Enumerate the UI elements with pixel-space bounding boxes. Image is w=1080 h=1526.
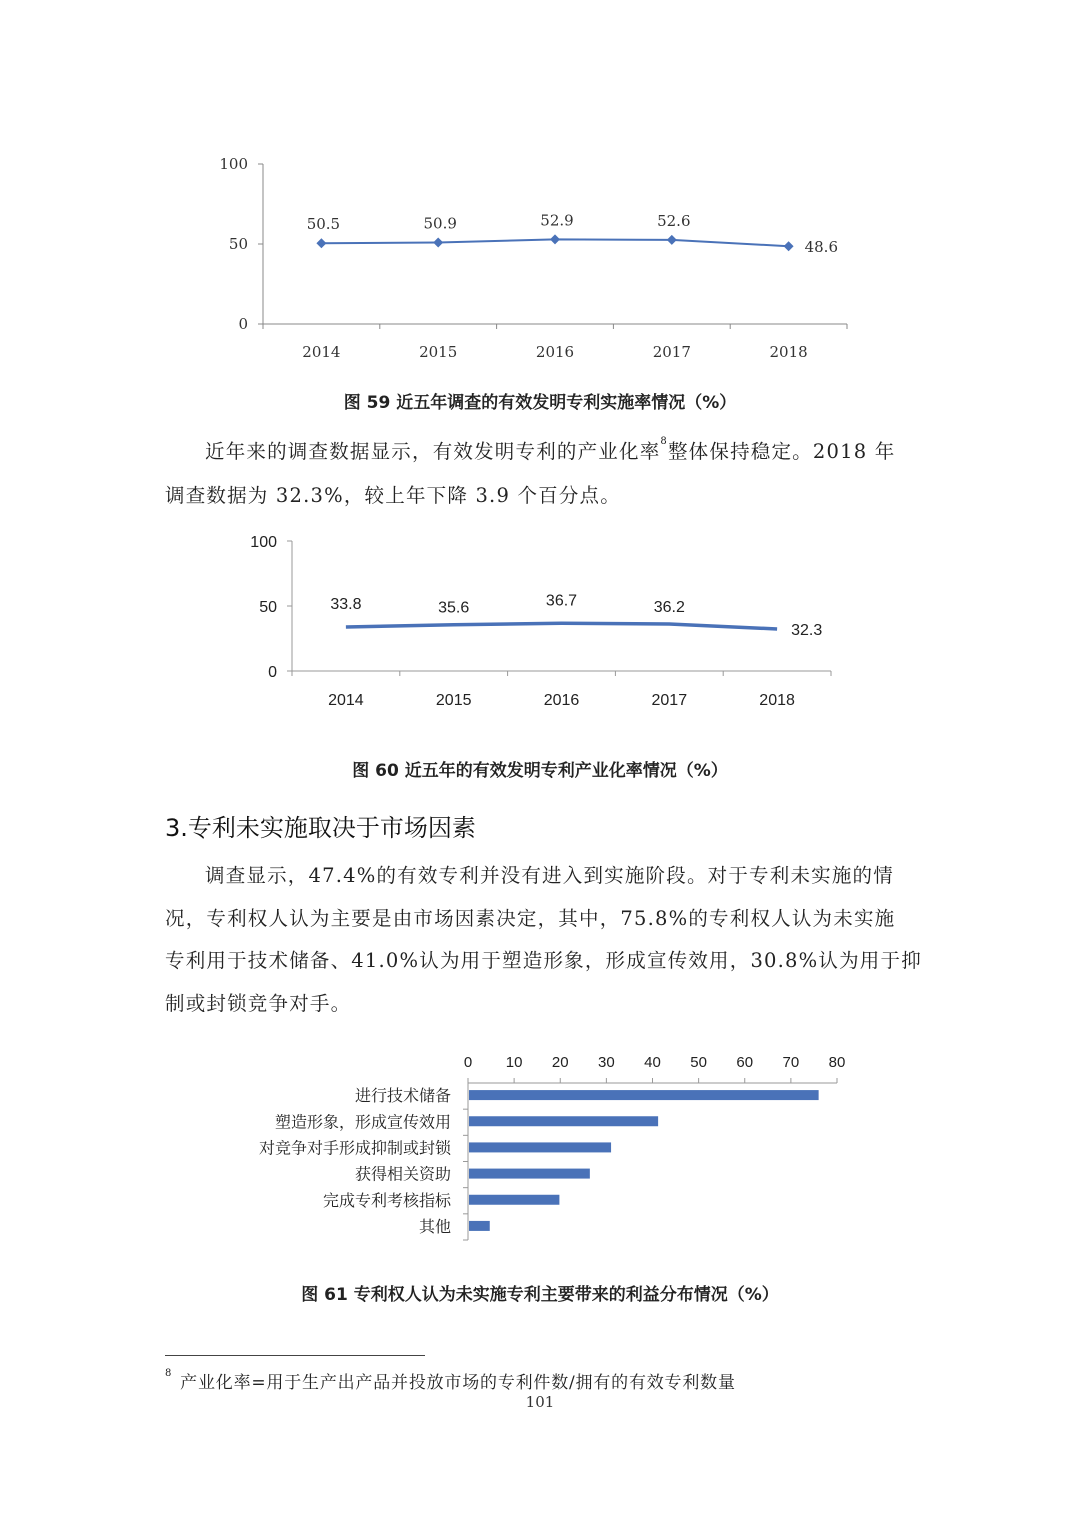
- x-tick-label: 10: [505, 1054, 523, 1071]
- data-point: [784, 241, 794, 251]
- y-tick-label: 0: [268, 664, 277, 681]
- chart-fig59: [0, 140, 1080, 370]
- x-tick-label: 2015: [419, 343, 458, 361]
- paragraph-2-line-4: 制或封锁竞争对手。: [165, 992, 352, 1015]
- bar: [469, 1142, 611, 1152]
- paragraph-2-line-3: 专利用于技术储备、41.0%认为用于塑造形象，形成宣传效用，30.8%认为用于抑: [165, 949, 922, 972]
- data-label: 33.8: [330, 596, 362, 614]
- caption-fig60: 图 60 近五年的有效发明专利产业化率情况（%）: [352, 761, 728, 781]
- chart-fig61: [0, 1040, 1080, 1250]
- bar: [469, 1221, 490, 1231]
- bar: [469, 1090, 819, 1100]
- bar: [469, 1169, 590, 1179]
- category-label: 对竞争对手形成抑制或封锁: [258, 1138, 451, 1158]
- y-tick-label: 50: [228, 235, 248, 253]
- paragraph-2-line-2: 况，专利权人认为主要是由市场因素决定，其中，75.8%的专利权人认为未实施: [165, 907, 896, 930]
- x-tick-label: 2014: [302, 343, 341, 361]
- data-point: [433, 238, 443, 248]
- data-label: 50.9: [423, 214, 457, 233]
- footnote-ref: 8: [660, 436, 668, 447]
- x-tick-label: 2018: [769, 343, 808, 361]
- data-point: [550, 234, 560, 244]
- y-tick-label: 100: [219, 155, 248, 173]
- y-tick-label: 0: [238, 315, 248, 333]
- x-tick-label: 30: [598, 1054, 615, 1071]
- bar: [469, 1116, 658, 1126]
- x-tick-label: 40: [644, 1054, 661, 1071]
- caption-fig61: 图 61 专利权人认为未实施专利主要带来的利益分布情况（%）: [301, 1285, 779, 1305]
- x-tick-label: 20: [551, 1054, 569, 1071]
- data-label: 52.6: [657, 211, 691, 230]
- category-label: 塑造形象，形成宣传效用: [274, 1112, 451, 1132]
- data-label: 48.6: [804, 238, 839, 257]
- x-tick-label: 50: [690, 1054, 707, 1071]
- footnote-marker: 8: [165, 1368, 173, 1379]
- footnote-rule: [165, 1355, 425, 1356]
- x-tick-label: 2018: [759, 692, 795, 709]
- data-label: 35.6: [438, 599, 470, 617]
- x-tick-label: 2016: [535, 343, 575, 361]
- x-tick-label: 2015: [435, 692, 472, 709]
- data-label: 32.3: [791, 622, 823, 640]
- x-tick-label: 2017: [651, 692, 688, 709]
- category-label: 完成专利考核指标: [322, 1190, 451, 1210]
- x-tick-label: 2016: [543, 692, 580, 709]
- para1-text-b: 整体保持稳定。2018 年: [667, 440, 896, 463]
- para1-text-a: 近年来的调查数据显示，有效发明专利的产业化率: [205, 440, 661, 463]
- data-label: 36.7: [545, 592, 578, 610]
- section-heading: 3.专利未实施取决于市场因素: [165, 814, 476, 842]
- data-label: 50.5: [306, 215, 341, 234]
- caption-fig59: 图 59 近五年调查的有效发明专利实施率情况（%）: [343, 393, 737, 413]
- data-label: 36.2: [653, 598, 685, 616]
- paragraph-2-line-1: 调查显示，47.4%的有效专利并没有进入到实施阶段。对于专利未实施的情: [205, 864, 894, 887]
- page-number: 101: [525, 1393, 555, 1411]
- x-tick-label: 2014: [328, 692, 364, 709]
- data-point: [667, 235, 677, 245]
- paragraph-1-line-2: 调查数据为 32.3%，较上年下降 3.9 个百分点。: [165, 484, 621, 507]
- category-label: 进行技术储备: [354, 1086, 451, 1106]
- paragraph-1-line-1: [165, 436, 920, 464]
- data-label: 52.9: [540, 211, 574, 230]
- category-label: 其他: [418, 1216, 451, 1236]
- bar: [469, 1195, 559, 1205]
- footnote-text: 产业化率=用于生产出产品并投放市场的专利件数/拥有的有效专利数量: [180, 1373, 736, 1393]
- chart-fig60: [0, 520, 1080, 720]
- footnote: [165, 1368, 736, 1393]
- category-label: 获得相关资助: [354, 1164, 451, 1184]
- series-line: [346, 623, 777, 629]
- x-tick-label: 2017: [652, 343, 691, 361]
- x-tick-label: 70: [782, 1054, 800, 1071]
- x-tick-label: 60: [736, 1054, 754, 1071]
- y-tick-label: 100: [250, 534, 277, 551]
- data-point: [316, 238, 326, 248]
- x-tick-label: 0: [463, 1054, 473, 1071]
- x-tick-label: 80: [828, 1054, 846, 1071]
- y-tick-label: 50: [259, 599, 277, 616]
